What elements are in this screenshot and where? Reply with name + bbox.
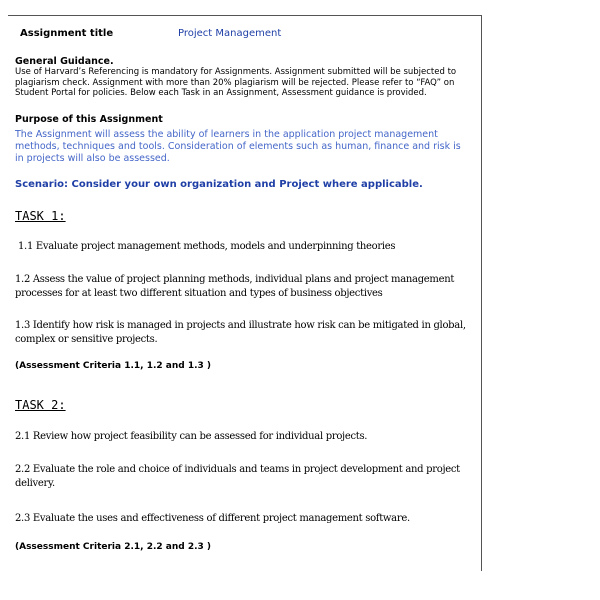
task-2-item-3: 2.3 Evaluate the uses and effectiveness of different project management software.: [15, 513, 410, 524]
assignment-title-label: Assignment title: [20, 28, 114, 39]
frame-top-border: [8, 15, 482, 16]
general-guidance-text: Use of Harvard’s Referencing is mandatory for Assignments. Assignment submitted will be subjected to plagiarism check. Assignment with more than 20% plagiarism will be rejected. Please refer to “FAQ” on Student Portal for policies. Below each Task in an Assignment, Assessment guidance is provided.: [15, 67, 457, 98]
scenario-text: Scenario: Consider your own organization and Project where applicable.: [15, 179, 423, 190]
purpose-text: The Assignment will assess the ability of learners in the application project management methods, techniques and tools. Consideration of elements such as human, finance and risk is in projects will also be assessed.: [15, 129, 461, 164]
task-1-heading: TASK 1:: [15, 209, 66, 223]
task-1-item-1: 1.1 Evaluate project management methods, models and underpinning theories: [18, 241, 396, 252]
frame-right-border: [481, 15, 482, 571]
task-2-item-1: 2.1 Review how project feasibility can be assessed for individual projects.: [15, 431, 368, 442]
task-2-heading: TASK 2:: [15, 398, 66, 412]
task-1-criteria: (Assessment Criteria 1.1, 1.2 and 1.3 ): [15, 361, 212, 371]
assignment-title-value: Project Management: [178, 28, 282, 39]
task-1-item-2: 1.2 Assess the value of project planning methods, individual plans and project management processes for at least two different situation and types of business objectives: [15, 274, 455, 299]
purpose-title: Purpose of this Assignment: [15, 114, 163, 125]
task-2-item-2: 2.2 Evaluate the role and choice of individuals and teams in project development and project delivery.: [15, 464, 460, 489]
task-2-criteria: (Assessment Criteria 2.1, 2.2 and 2.3 ): [15, 542, 212, 552]
general-guidance-title: General Guidance.: [15, 56, 114, 67]
task-1-item-3: 1.3 Identify how risk is managed in projects and illustrate how risk can be mitigated in global, complex or sensitive projects.: [15, 320, 466, 345]
